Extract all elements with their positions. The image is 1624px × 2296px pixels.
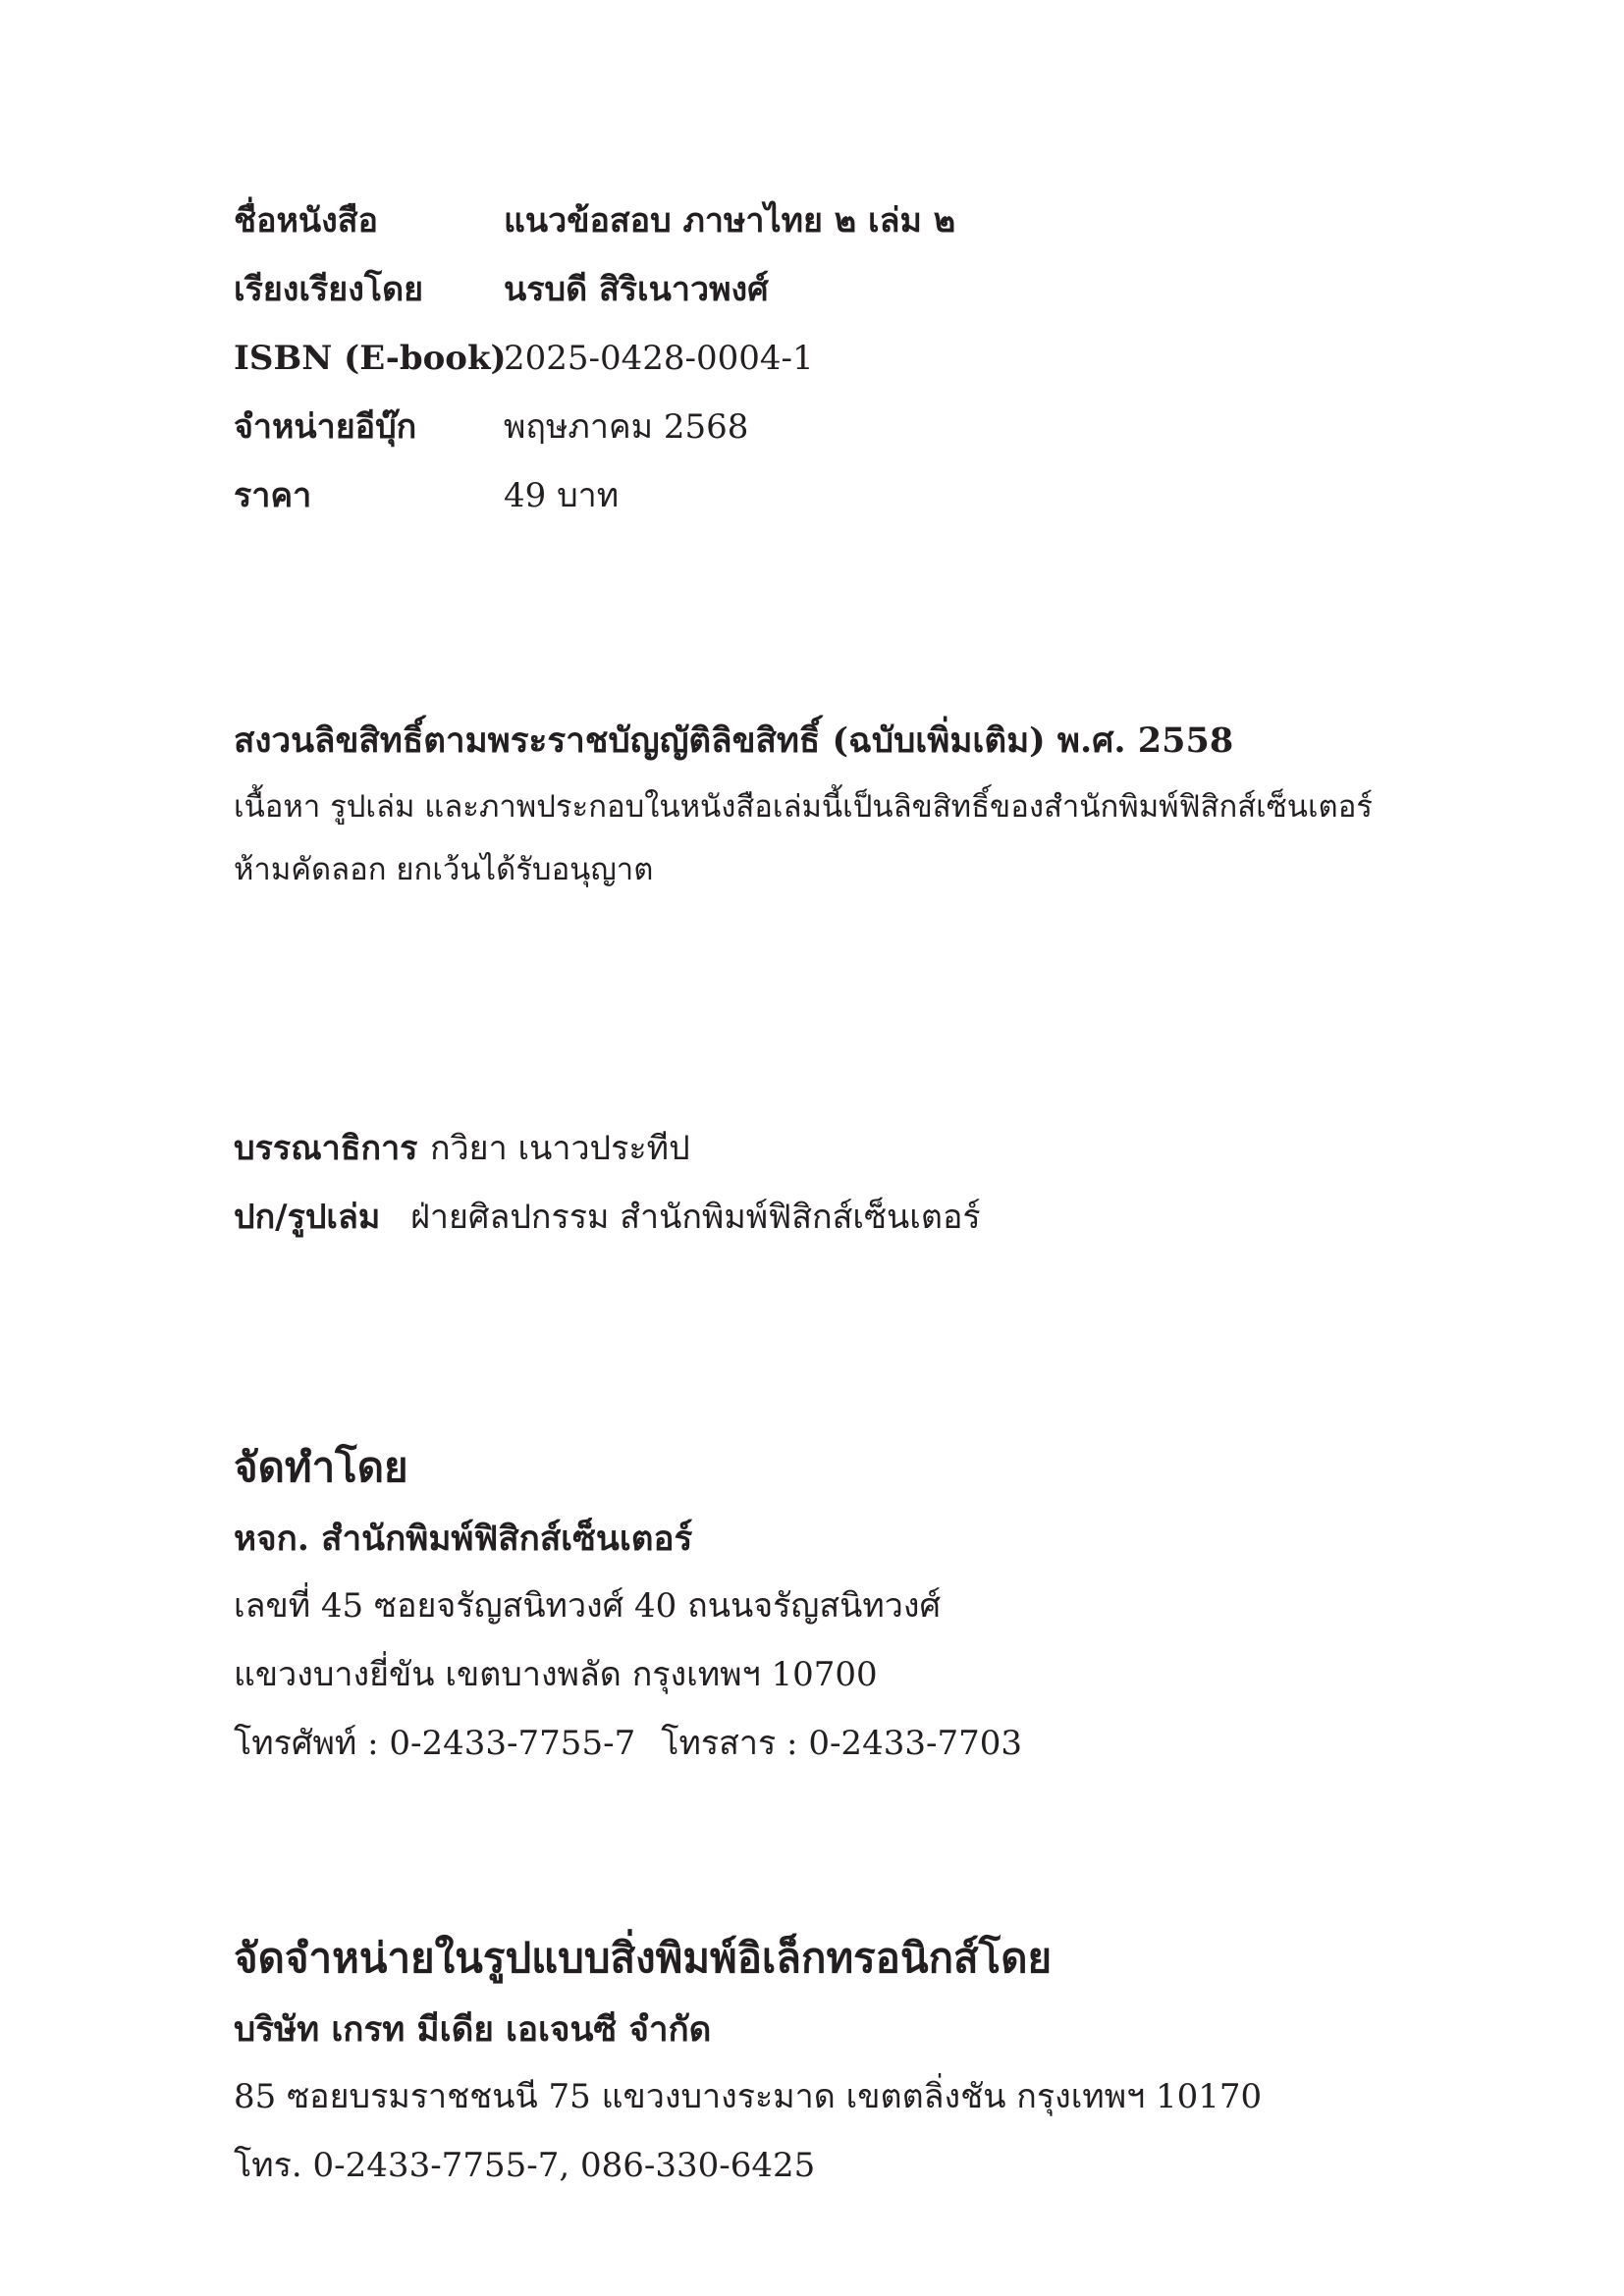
- book-title-row: [234, 187, 955, 255]
- copyright-heading: สงวนลิขสิทธิ์ตามพระราชบัญญัติลิขสิทธิ์ (ฉบับเพิ่มเติม) พ.ศ. 2558: [234, 721, 1234, 761]
- book-title-value: แนวข้อสอบ ภาษาไทย ๒ เล่ม ๒: [504, 201, 956, 240]
- book-title-label: ชื่อหนังสือ: [234, 201, 378, 240]
- design-value: ฝ่ายศิลปกรรม สำนักพิมพ์ฟิสิกส์เซ็นเตอร์: [410, 1198, 981, 1237]
- editor-value: กวิยา เนาวประทีป: [430, 1129, 690, 1168]
- design-row: [234, 1183, 981, 1252]
- publisher-title: จัดทำโดย: [234, 1443, 408, 1491]
- publisher-address-1: เลขที่ 45 ซอยจรัญสนิทวงศ์ 40 ถนนจรัญสนิทวงศ์: [234, 1586, 942, 1626]
- publisher-address-2: แขวงบางยี่ขัน เขตบางพลัด กรุงเทพฯ 10700: [234, 1655, 878, 1694]
- author-row: [234, 255, 955, 324]
- editor-row: [234, 1114, 981, 1183]
- release-date-row: [234, 393, 955, 461]
- publisher-name: หจก. สำนักพิมพ์ฟิสิกส์เซ็นเตอร์: [234, 1519, 693, 1559]
- credits: [234, 1114, 981, 1252]
- isbn-value: 2025-0428-0004-1: [504, 339, 814, 378]
- publisher-section: [234, 1428, 1022, 1778]
- design-label: ปก/รูปเล่ม: [234, 1198, 381, 1237]
- release-date-value: พฤษภาคม 2568: [504, 407, 749, 447]
- distributor-name: บริษัท เกรท มีเดีย เอเจนซี จำกัด: [234, 2009, 712, 2050]
- copyright-line-1: เนื้อหา รูปเล่ม และภาพประกอบในหนังสือเล่มนี้เป็นลิขสิทธิ์ของสำนักพิมพ์ฟิสิกส์เซ็นเตอร์: [234, 789, 1373, 825]
- copyright-notice: [234, 707, 1373, 901]
- author-value: นรบดี สิริเนาวพงศ์: [504, 270, 769, 309]
- isbn-row: [234, 324, 955, 393]
- price-row: [234, 461, 955, 530]
- distributor-phone: โทร. 0-2433-7755-7, 086-330-6425: [234, 2146, 816, 2185]
- price-value: 49 บาท: [504, 476, 620, 515]
- editor-label: บรรณาธิการ: [234, 1129, 418, 1168]
- distributor-title: จัดจำหน่ายในรูปแบบสิ่งพิมพ์อิเล็กทรอนิกส์โดย: [234, 1934, 1053, 1982]
- publisher-contact: [234, 1709, 1022, 1778]
- copyright-line-2: ห้ามคัดลอก ยกเว้นได้รับอนุญาต: [234, 852, 654, 887]
- publisher-fax: โทรสาร : 0-2433-7703: [661, 1724, 1022, 1763]
- price-label: ราคา: [234, 476, 312, 515]
- distributor-section: [234, 1919, 1262, 2200]
- book-info: [234, 187, 955, 530]
- author-label: เรียงเรียงโดย: [234, 270, 424, 309]
- release-date-label: จำหน่ายอีบุ๊ก: [234, 407, 417, 447]
- isbn-label: ISBN (E-book): [234, 339, 507, 378]
- publisher-phone: โทรศัพท์ : 0-2433-7755-7: [234, 1724, 636, 1763]
- distributor-address: 85 ซอยบรมราชชนนี 75 แขวงบางระมาด เขตตลิ่งชัน กรุงเทพฯ 10170: [234, 2077, 1263, 2116]
